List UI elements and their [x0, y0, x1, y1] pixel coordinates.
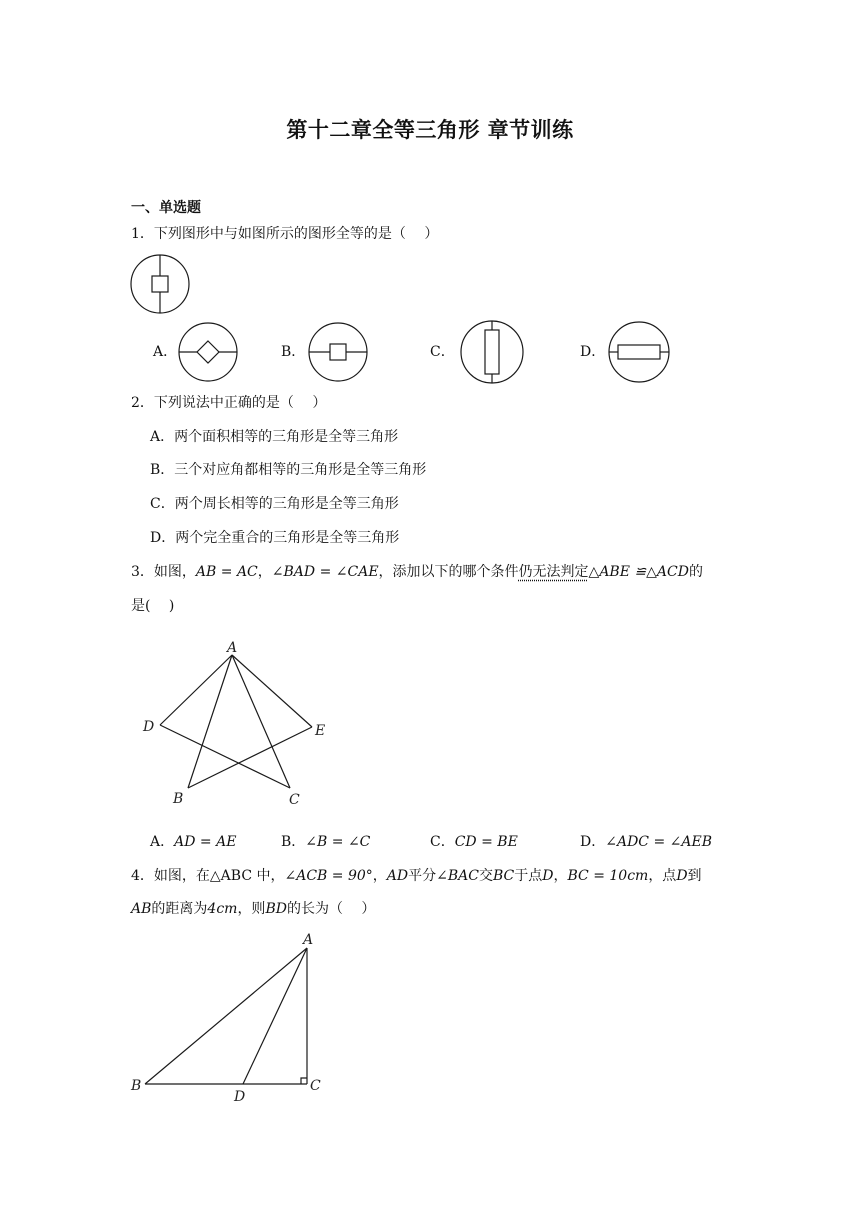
q3-option-d-label: D． [580, 834, 606, 850]
q3-tail: 的 [688, 564, 703, 580]
q3-label-d: D [143, 719, 155, 735]
q3-label-e: E [315, 723, 326, 739]
q2-option-d[interactable]: D．两个完全重合的三角形是全等三角形 [150, 530, 400, 546]
question-4-stem-line2 [131, 899, 375, 919]
q1-option-b-label: B． [281, 344, 306, 360]
q3-conclusion: △ABE ≌△ACD [588, 564, 689, 580]
q4-text-7: 到 [687, 868, 702, 884]
q3-option-b-label: B． [281, 834, 306, 850]
q3-option-d[interactable] [580, 832, 712, 852]
q3-option-c-label: C． [430, 834, 455, 850]
q4-text-2: 平分 [408, 868, 437, 884]
q4-label-d: D [234, 1089, 246, 1105]
q4-point-d: D [542, 868, 554, 884]
q4-number: 4．如图，在△ABC 中， [131, 868, 285, 884]
q3-middle-text: ，添加以下的哪个条件 [378, 564, 519, 580]
q4-angle-acb: ∠ACB = 90° [284, 868, 373, 884]
q4-text-10: 的长为（ ） [286, 901, 376, 917]
q4-bc-length: BC = 10cm [567, 868, 649, 884]
q4-angle-bac: ∠BAC [436, 868, 479, 884]
q3-option-a[interactable] [150, 832, 236, 852]
q4-label-a: A [303, 932, 314, 948]
q3-emphasis-text: 仍无法判定 [518, 564, 589, 580]
question-2-stem: 2．下列说法中正确的是（ ） [131, 395, 327, 411]
q3-separator: ， [257, 564, 272, 580]
q3-condition-2: ∠BAD = ∠CAE [271, 564, 379, 580]
q3-label-a: A [227, 640, 238, 656]
q3-number: 3．如图， [131, 564, 196, 580]
q2-option-b[interactable]: B．三个对应角都相等的三角形是全等三角形 [150, 462, 427, 478]
q1-option-c-figure[interactable] [460, 320, 524, 384]
section-heading: 一、单选题 [131, 200, 201, 216]
q3-condition-1: AB = AC [195, 564, 258, 580]
q4-label-c: C [310, 1078, 321, 1094]
q1-option-a-figure[interactable] [178, 322, 238, 382]
q3-option-a-label: A． [150, 834, 175, 850]
q1-option-d-label: D． [580, 344, 606, 360]
q2-option-a[interactable]: A．两个面积相等的三角形是全等三角形 [150, 429, 399, 445]
q4-text-5: ， [553, 868, 568, 884]
q1-option-d-figure[interactable] [608, 321, 670, 383]
q1-option-b-figure[interactable] [308, 322, 368, 382]
question-3-stem-line2: 是( ) [131, 598, 175, 614]
q3-label-c: C [289, 792, 300, 808]
q4-text-4: 于点 [514, 868, 543, 884]
q3-figure [140, 636, 340, 811]
page-title: 第十二章全等三角形 章节训练 [286, 118, 574, 142]
q3-option-d-math: ∠ADC = ∠AEB [605, 834, 712, 850]
q4-text-3: 交 [478, 868, 493, 884]
q4-distance: 4cm [207, 901, 238, 917]
q4-text-6: ，点 [648, 868, 677, 884]
q4-label-b: B [131, 1078, 142, 1094]
q4-text-9: ，则 [237, 901, 266, 917]
q1-reference-figure [130, 254, 190, 314]
q3-option-b-math: ∠B = ∠C [305, 834, 371, 850]
q1-option-c-label: C． [430, 344, 455, 360]
q3-option-a-math: AD = AE [174, 834, 237, 850]
q4-figure [128, 930, 328, 1105]
q2-option-c[interactable]: C．两个周长相等的三角形是全等三角形 [150, 496, 399, 512]
q4-bc: BC [492, 868, 515, 884]
question-4-stem-line1 [131, 866, 702, 886]
q4-ab: AB [131, 901, 152, 917]
q3-option-c-math: CD = BE [454, 834, 518, 850]
q1-option-a-label: A． [153, 344, 178, 360]
question-3-stem-line1 [131, 562, 703, 582]
q4-bd: BD [265, 901, 287, 917]
question-1-stem: 1．下列图形中与如图所示的图形全等的是（ ） [131, 226, 439, 242]
q3-option-c[interactable] [430, 832, 518, 852]
q3-option-b[interactable] [281, 832, 370, 852]
q4-text-1: ， [372, 868, 387, 884]
q4-ad: AD [386, 868, 409, 884]
q4-point-d-2: D [676, 868, 688, 884]
q4-text-8: 的距离为 [151, 901, 208, 917]
q3-label-b: B [173, 791, 184, 807]
